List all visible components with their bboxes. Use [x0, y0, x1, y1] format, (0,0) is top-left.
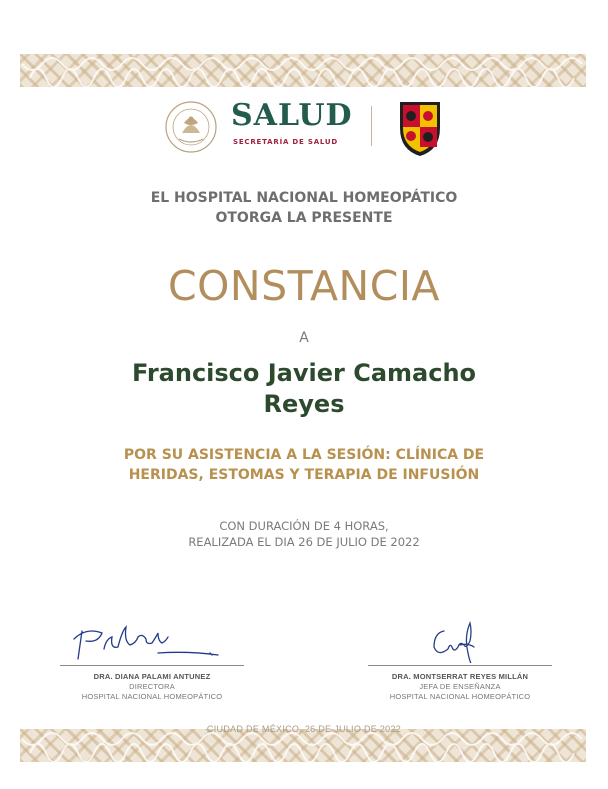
recipient-name	[0, 358, 608, 420]
reason-line-1: POR SU ASISTENCIA A LA SESIÓN: CLÍNICA DE	[123, 447, 485, 463]
salud-brand: SALUD	[231, 98, 353, 133]
duration-line-1: CON DURACIÓN DE 4 HORAS,	[219, 519, 389, 533]
handwritten-signature-director	[60, 617, 244, 663]
signer-role: JEFA DE ENSEÑANZA	[419, 682, 501, 691]
recipient-name-line-2: Reyes	[263, 390, 345, 418]
recipient-name-line-1: Francisco Javier Camacho	[131, 359, 477, 387]
attendance-reason	[0, 445, 608, 485]
to-label: A	[299, 330, 309, 346]
hospital-shield-emblem-icon	[397, 98, 443, 158]
signature-block-teaching-head	[368, 617, 552, 702]
signer-organization: HOSPITAL NACIONAL HOMEOPÁTICO	[389, 692, 531, 701]
mexican-coat-of-arms-seal-icon	[164, 97, 218, 157]
signature-line	[368, 665, 552, 666]
logo-divider	[371, 106, 372, 146]
grant-line-1: EL HOSPITAL NACIONAL HOMEOPÁTICO	[150, 190, 458, 206]
salud-subtitle: SECRETARÍA DE SALUD	[233, 138, 339, 146]
handwritten-signature-teaching-head	[368, 617, 552, 663]
decorative-pattern-icon	[20, 54, 586, 87]
signer-role: DIRECTORA	[129, 682, 175, 691]
grant-line-2: OTORGA LA PRESENTE	[215, 210, 393, 226]
reason-line-2: HERIDAS, ESTOMAS Y TERAPIA DE INFUSIÓN	[128, 467, 480, 483]
signer-name: DRA. DIANA PALAMI ANTUNEZ	[93, 672, 211, 681]
decorative-band-top	[20, 54, 586, 87]
certificate-title: CONSTANCIA	[168, 262, 440, 310]
grant-statement	[0, 188, 608, 228]
duration-statement	[0, 518, 608, 550]
signer-name: DRA. MONTSERRAT REYES MILLÁN	[391, 672, 529, 681]
signature-block-director	[60, 617, 244, 702]
place-and-date: CIUDAD DE MÉXICO, 26 DE JULIO DE 2022	[206, 724, 402, 734]
duration-line-2: REALIZADA EL DIA 26 DE JULIO DE 2022	[188, 535, 420, 549]
header-logos	[0, 96, 608, 160]
signature-line	[60, 665, 244, 666]
signer-organization: HOSPITAL NACIONAL HOMEOPÁTICO	[81, 692, 223, 701]
